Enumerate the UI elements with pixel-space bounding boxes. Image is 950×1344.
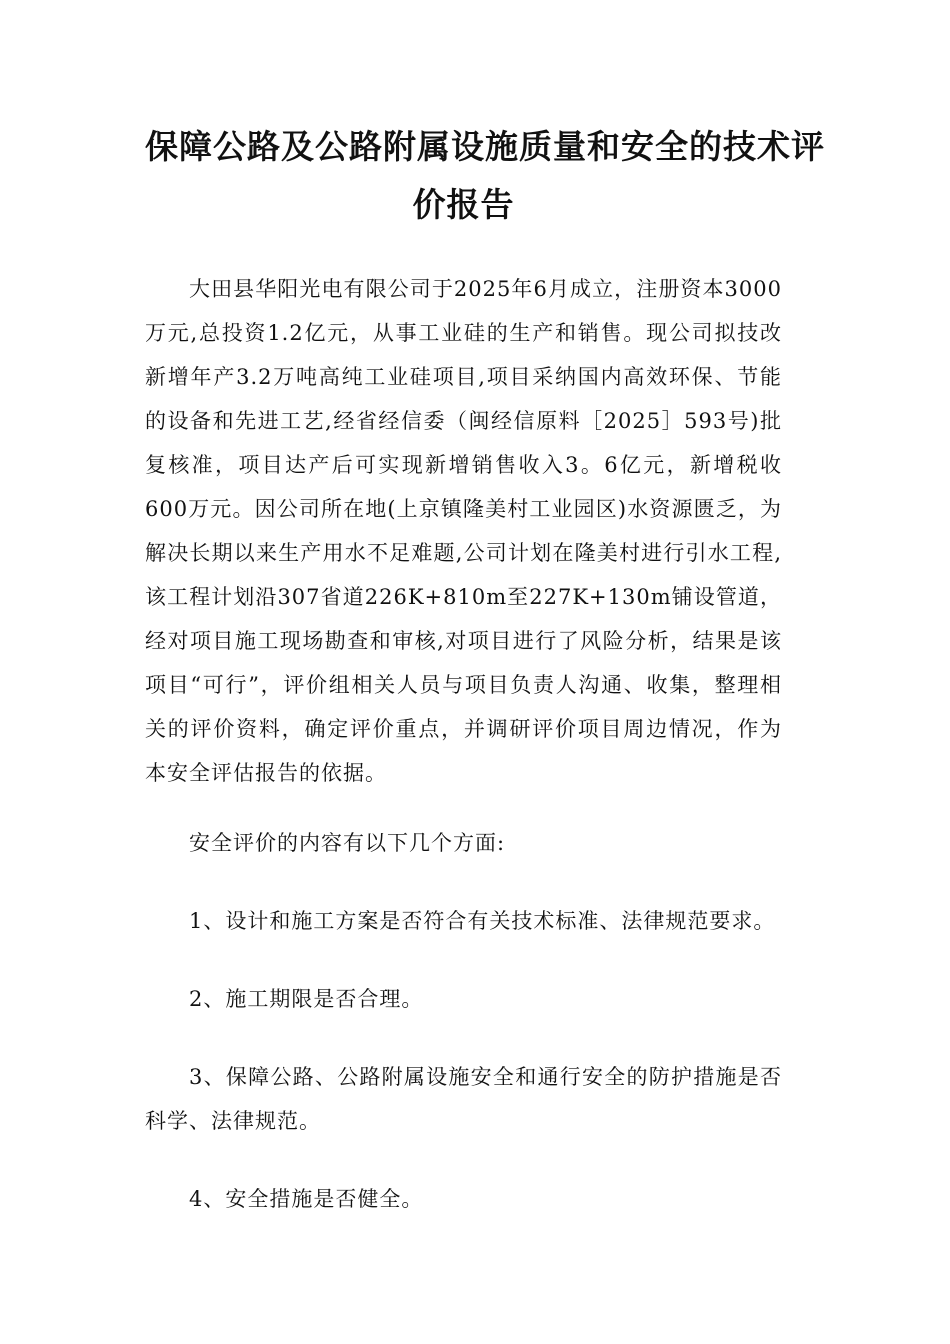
list-item-design-standards: 1、设计和施工方案是否符合有关技术标准、法律规范要求。 — [189, 909, 776, 933]
title-line-2: 价报告 — [412, 185, 515, 224]
paragraph-project-background: 大田县华阳光电有限公司于2025年6月成立，注册资本3000万元,总投资1.2亿元，从事工业硅的生产和销售。现公司拟技改新增年产3.2万吨高纯工业硅项目,项目采纳国内高效环保、节能的设备和先进工艺,经省经信委（闽经信原料［2025］593号)批复核准，项目达产后可实现新增销售收入3。6亿元，新增税收600万元。因公司所在地(上京镇隆美村工业园区)水资源匮乏，为解决长期以来生产用水不足难题,公司计划在隆美村进行引水工程,该工程计划沿307省道226K+810m至227K+130m铺设管道，经对项目施工现场勘查和审核,对项目进行了风险分析，结果是该项目“可行”，评价组相关人员与项目负责人沟通、收集，整理相关的评价资料，确定评价重点，并调研评价项目周边情况，作为本安全评估报告的依据。 — [145, 277, 782, 785]
document-title — [145, 118, 825, 234]
paragraph-evaluation-intro: 安全评价的内容有以下几个方面: — [189, 831, 506, 855]
list-item-protection-measures: 3、保障公路、公路附属设施安全和通行安全的防护措施是否科学、法律规范。 — [145, 1065, 782, 1133]
list-item-construction-period: 2、施工期限是否合理。 — [189, 987, 424, 1011]
list-item-safety-measures: 4、安全措施是否健全。 — [189, 1187, 424, 1211]
title-line-1: 保障公路及公路附属设施质量和安全的技术评 — [145, 127, 825, 166]
